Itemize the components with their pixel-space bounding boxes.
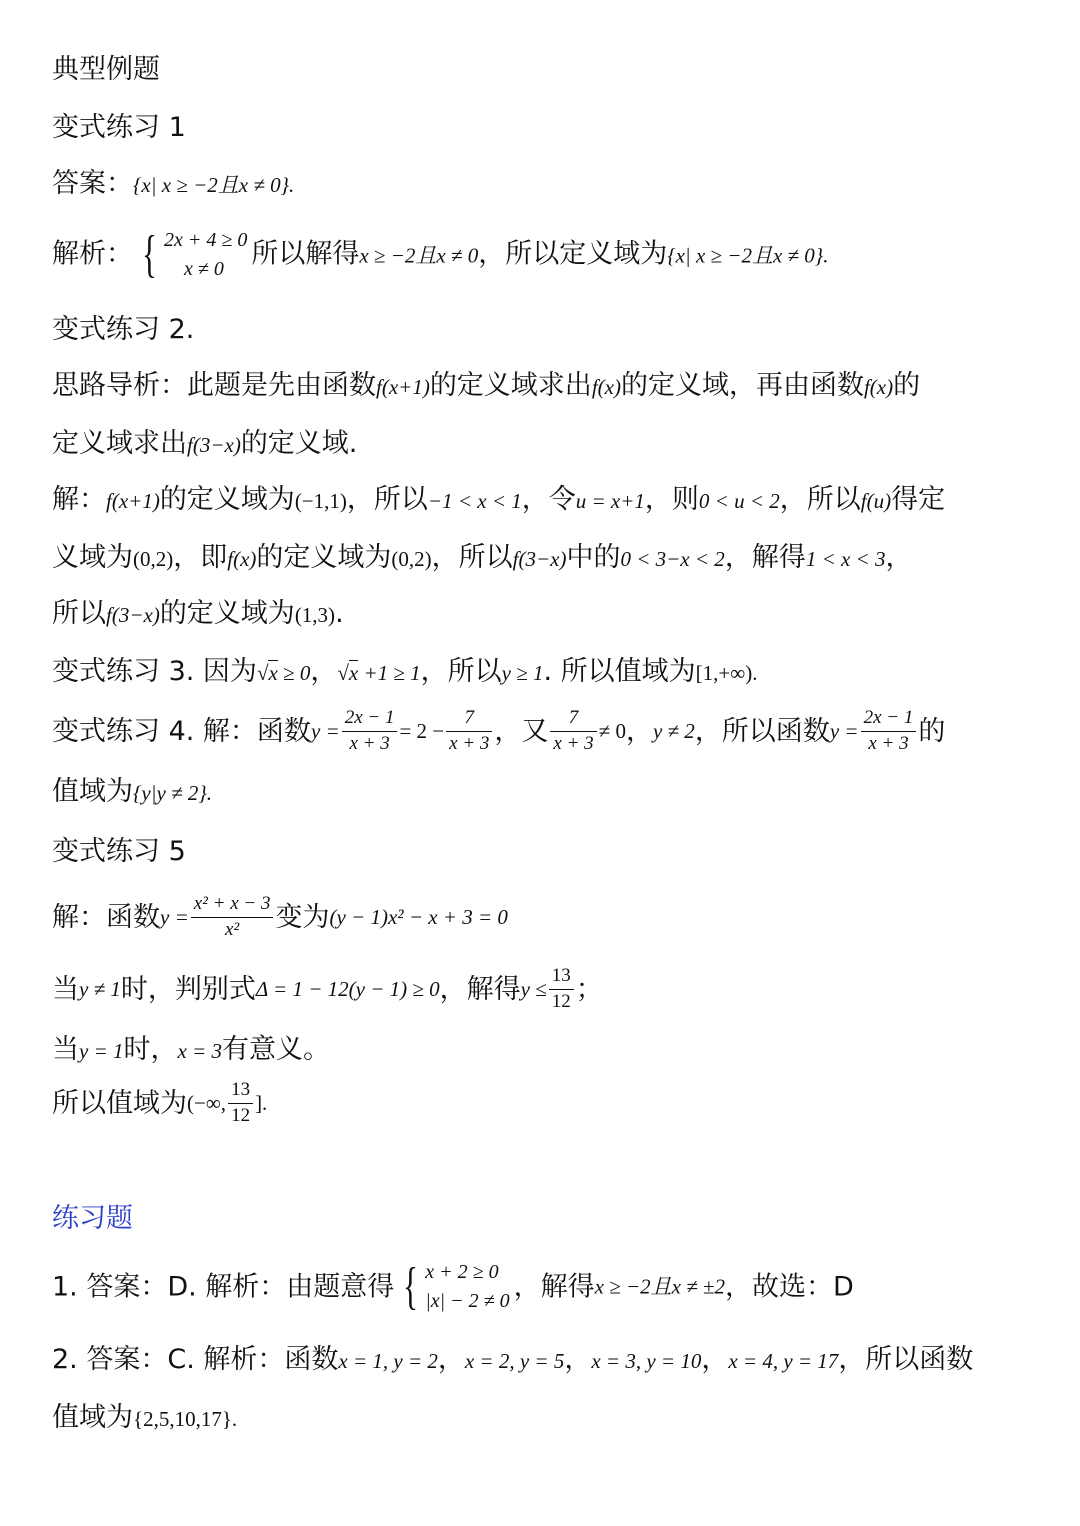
- math: {y|y ≠ 2}.: [133, 781, 212, 805]
- denominator: x + 3: [449, 732, 490, 754]
- math: {x| x ≥ −2且x ≠ 0}.: [667, 243, 829, 268]
- text: 1. 答案：D. 解析：由题意得: [52, 1271, 395, 1303]
- text: 时，判别式: [120, 973, 256, 1005]
- text: 所以值域为: [52, 1087, 187, 1119]
- math: f(x): [227, 547, 257, 571]
- text: ，所以: [431, 542, 513, 573]
- math: {2,5,10,17}.: [133, 1407, 238, 1431]
- answer-label: 答案：: [52, 168, 133, 199]
- exercise-2-line-5: [52, 600, 344, 627]
- math: x ≥ −2且x ≠ ±2: [594, 1274, 726, 1299]
- text: 的定义域.: [240, 428, 358, 459]
- exercise-5-line-2: [52, 966, 603, 1013]
- math: Δ = 1 − 12(y − 1) ≥ 0: [255, 976, 440, 1001]
- text: ，所以: [420, 656, 502, 687]
- text: 的定义域为: [159, 484, 295, 515]
- math: u = x+1: [575, 489, 645, 513]
- brace: {: [141, 226, 157, 283]
- exercise-2-line-1: [52, 372, 920, 399]
- math: x = 1, y = 2: [338, 1349, 438, 1373]
- math: f(x): [863, 375, 894, 399]
- exercise-1-answer: [52, 170, 294, 197]
- exercise-2-title: 变式练习 2.: [52, 314, 195, 345]
- text: 的定义域求出: [429, 370, 592, 401]
- numerator: 2x − 1: [342, 708, 398, 732]
- math: f(3−x): [187, 433, 241, 457]
- text: 所以解得: [251, 238, 360, 270]
- math: y = 1: [79, 1039, 124, 1063]
- exercise-3: [52, 658, 757, 685]
- math: f(3−x): [106, 603, 160, 627]
- text: 的定义域，再由函数: [620, 370, 864, 401]
- fraction: [446, 708, 492, 755]
- radicand: x: [348, 661, 359, 685]
- text: 思路导析：此题是先由函数: [52, 370, 376, 401]
- text: .: [335, 598, 344, 629]
- exercise-2-line-4: [52, 544, 912, 571]
- practice-heading: 练习题: [52, 1203, 133, 1234]
- text: 的: [918, 715, 946, 747]
- text: 得定: [891, 484, 946, 515]
- text: ，: [885, 542, 913, 573]
- text: ，令: [521, 484, 576, 515]
- text: ，: [310, 656, 338, 687]
- system-row: x ≠ 0: [183, 258, 224, 280]
- exercise-2-line-3: [52, 486, 945, 513]
- denominator: 12: [231, 1104, 251, 1126]
- math: (−∞,: [187, 1090, 227, 1115]
- text: ，: [701, 1344, 729, 1375]
- text: 变式练习 3. 因为: [52, 656, 257, 687]
- math: (y − 1)x² − x + 3 = 0: [329, 904, 508, 929]
- math: y =: [829, 718, 859, 743]
- practice-item-2: [52, 1346, 973, 1373]
- text: ，则: [644, 484, 699, 515]
- math: f(x+1): [106, 489, 160, 513]
- text: 有意义。: [222, 1034, 330, 1065]
- math: x = 3: [177, 1039, 222, 1063]
- math: 1 < x < 3: [805, 547, 886, 571]
- math: (1,3): [294, 603, 336, 627]
- text: ，解得: [724, 542, 806, 573]
- denominator: x²: [225, 918, 240, 940]
- brace: {: [403, 1258, 419, 1315]
- numerator: 13: [549, 966, 574, 990]
- sqrt-expression: √x +1 ≥ 1: [337, 661, 421, 685]
- text: ，所以定义域为: [478, 238, 668, 270]
- practice-item-2-line-2: [52, 1404, 237, 1431]
- text: 时，: [123, 1034, 178, 1065]
- text: 义域为: [52, 542, 133, 573]
- text: 所以: [52, 598, 106, 629]
- math: f(x+1): [376, 375, 430, 399]
- math: x = 4, y = 17: [728, 1349, 839, 1373]
- fraction: [191, 894, 274, 941]
- math: f(u): [860, 489, 892, 513]
- text: 解：函数: [52, 901, 160, 933]
- math: (0,2): [391, 547, 432, 571]
- text: ，所以函数: [838, 1344, 974, 1375]
- text: 的定义域为: [159, 598, 295, 629]
- text: ，解得: [513, 1271, 595, 1303]
- math: f(3−x): [512, 547, 567, 571]
- text: ，解得: [439, 973, 521, 1005]
- math: [1,+∞).: [695, 661, 758, 685]
- math: ].: [255, 1090, 268, 1115]
- text: 值域为: [52, 1402, 133, 1433]
- math: x ≥ −2且x ≠ 0: [359, 243, 479, 268]
- text: 当: [52, 973, 79, 1005]
- math: (−1,1): [294, 489, 347, 513]
- numerator: 7: [550, 708, 596, 732]
- section-heading: 典型例题: [52, 54, 160, 85]
- fraction: [550, 708, 596, 755]
- denominator: x + 3: [868, 732, 909, 754]
- exercise-1-title: 变式练习 1: [52, 112, 186, 143]
- math: 0 < 3−x < 2: [620, 547, 725, 571]
- math: f(x): [591, 375, 621, 399]
- denominator: 12: [551, 990, 571, 1012]
- fraction: [549, 966, 574, 1013]
- numerator: 2x − 1: [861, 708, 917, 732]
- math: = 2 −: [399, 718, 445, 743]
- text: 定义域求出: [52, 428, 187, 459]
- text: ，所以函数: [694, 715, 830, 747]
- fraction: [228, 1080, 253, 1127]
- exercise-5-title: 变式练习 5: [52, 836, 186, 867]
- system-row: |x| − 2 ≠ 0: [425, 1290, 510, 1312]
- math: ≥ 0: [277, 661, 311, 685]
- text: 的: [893, 370, 921, 401]
- exercise-5-line-3: [52, 1036, 330, 1063]
- text: ，所以: [346, 484, 428, 515]
- math: x = 2, y = 5: [464, 1349, 565, 1373]
- math: y ≥ 1: [501, 661, 544, 685]
- math: y =: [160, 904, 189, 929]
- math: y ≠ 2: [652, 718, 695, 743]
- exercise-2-line-2: [52, 430, 357, 457]
- text: . 所以值域为: [543, 656, 696, 687]
- text: 值域为: [52, 776, 133, 807]
- text: 变式练习 4. 解：函数: [52, 715, 311, 747]
- text: ，故选：D: [725, 1271, 854, 1303]
- text: ，: [564, 1344, 592, 1375]
- text: 2. 答案：C. 解析：函数: [52, 1344, 339, 1375]
- system-row: x + 2 ≥ 0: [425, 1261, 499, 1283]
- text: ，: [625, 715, 653, 747]
- numerator: x² + x − 3: [191, 894, 274, 918]
- text: 解：: [52, 484, 106, 515]
- denominator: x + 3: [349, 732, 390, 754]
- numerator: 13: [228, 1080, 253, 1104]
- math: −1 < x < 1: [427, 489, 522, 513]
- math: y ≤: [520, 976, 547, 1001]
- text: ，即: [173, 542, 228, 573]
- math: ≠ 0: [598, 718, 626, 743]
- text: ；: [575, 973, 603, 1005]
- math: y ≠ 1: [79, 976, 121, 1001]
- text: ，所以: [779, 484, 861, 515]
- analysis-label: 解析：: [52, 238, 133, 270]
- math: +1 ≥ 1: [358, 661, 421, 685]
- math: (0,2): [133, 547, 174, 571]
- text: 中的: [566, 542, 621, 573]
- text: 的定义域为: [256, 542, 392, 573]
- radicand: x: [268, 661, 278, 685]
- exercise-4-line-2: [52, 778, 212, 805]
- equation-system: [137, 226, 247, 284]
- text: ，又: [494, 715, 549, 747]
- math: 0 < u < 2: [698, 489, 780, 513]
- fraction: [861, 708, 917, 755]
- math: y =: [310, 718, 340, 743]
- equation-system: [398, 1258, 509, 1316]
- math: x = 3, y = 10: [591, 1349, 702, 1373]
- numerator: 7: [446, 708, 492, 732]
- sqrt-expression: √x ≥ 0: [256, 661, 311, 685]
- exercise-5-line-1: [52, 894, 508, 941]
- denominator: x + 3: [553, 732, 594, 754]
- practice-item-1: [52, 1258, 854, 1316]
- exercise-1-analysis: [52, 226, 828, 284]
- exercise-5-line-4: [52, 1080, 267, 1127]
- system-row: 2x + 4 ≥ 0: [163, 229, 248, 251]
- fraction: [342, 708, 398, 755]
- text: ，: [437, 1344, 465, 1375]
- text: 变为: [275, 901, 330, 933]
- answer-math: {x| x ≥ −2且x ≠ 0}.: [133, 173, 295, 197]
- text: 当: [52, 1034, 79, 1065]
- exercise-4-line-1: [52, 708, 945, 755]
